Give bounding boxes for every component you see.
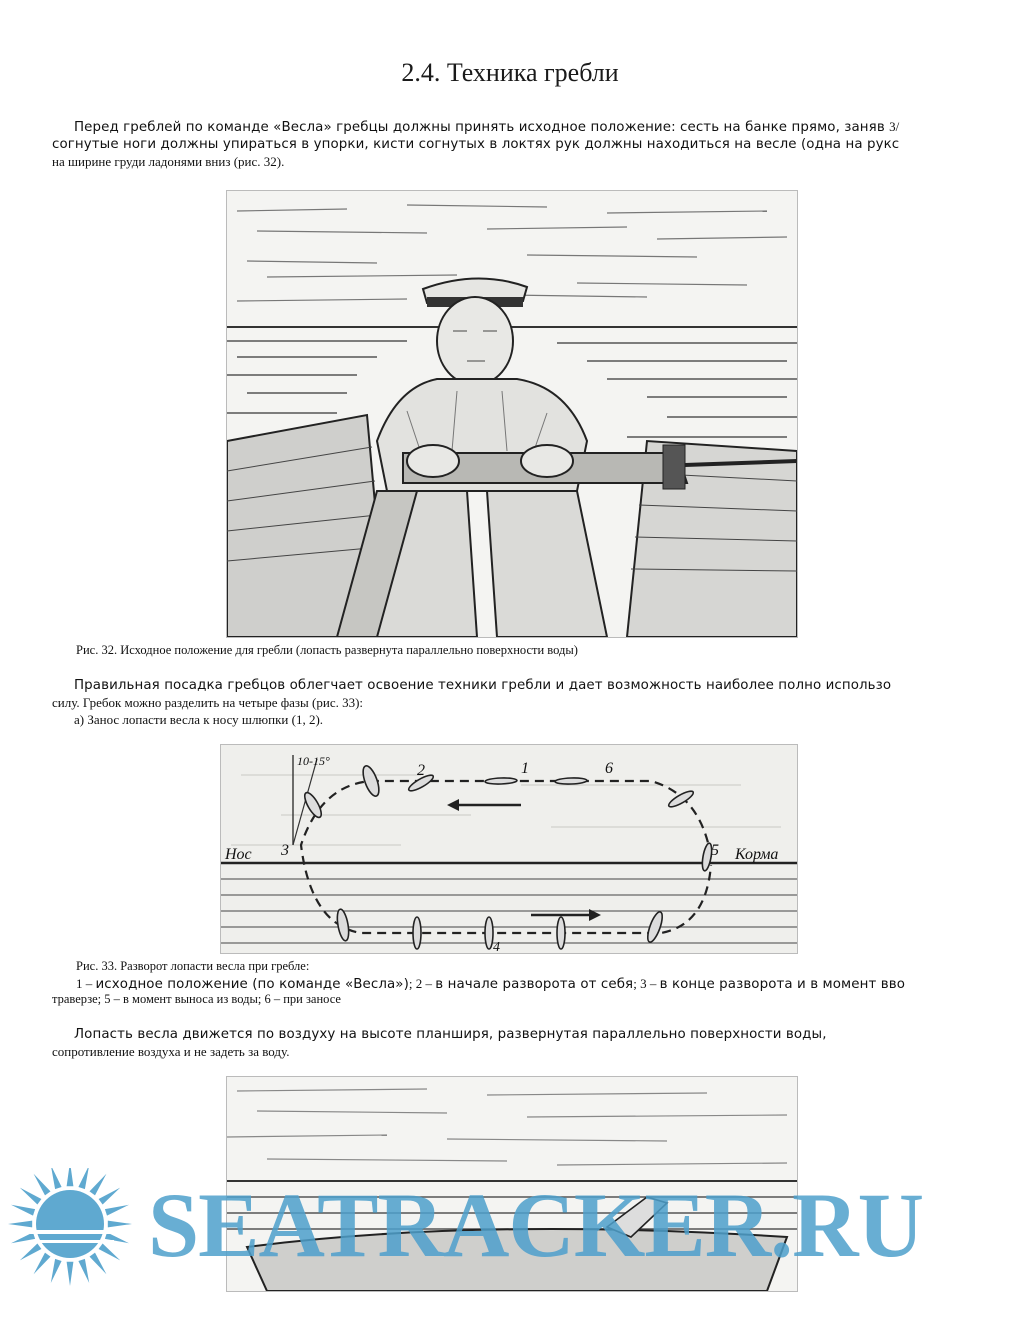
blade-rotation-drawing	[221, 745, 797, 953]
legend-3-text: в конце разворота и в момент вво	[659, 977, 905, 992]
figure-33-caption-line3: траверзе; 5 – в момент выноса из воды; 6 – при заносе	[52, 992, 341, 1006]
sun-ray	[78, 1259, 89, 1283]
sun-icon	[8, 1168, 132, 1286]
sun-ray	[90, 1253, 107, 1275]
marker-1: 1	[521, 760, 529, 777]
sun-ray	[99, 1244, 121, 1261]
marker-6: 6	[605, 760, 613, 777]
paragraph3-line2: сопротивление воздуха и не задеть за воду.	[52, 1044, 290, 1059]
legend-2-text: в начале разворота от себя	[435, 977, 634, 992]
blade-paragraph	[52, 1026, 992, 1060]
marker-5: 5	[711, 842, 719, 859]
technique-paragraph	[52, 677, 992, 728]
watermark-text: SEATRACKER.RU	[148, 1174, 924, 1276]
paragraph2-line2: силу. Гребок можно разделить на четыре фазы (рис. 33):	[52, 695, 364, 710]
figure-33-caption-legend	[76, 975, 992, 993]
sun-ray	[34, 1253, 51, 1275]
paragraph2-line1: Правильная посадка гребцов облегчает освоение техники гребли и дает возможность наиболее полно использо	[74, 678, 892, 693]
marker-2: 2	[417, 762, 425, 779]
sun-ray	[105, 1205, 129, 1216]
intro-paragraph	[52, 118, 992, 170]
paragraph2-line3: а) Занос лопасти весла к носу шлюпки (1, 2).	[74, 712, 324, 727]
sun-ray	[11, 1205, 35, 1216]
paragraph1-line3: на ширине груди ладонями вниз (рис. 32).	[52, 154, 285, 169]
paragraph1-line1-tail: 3/	[889, 119, 900, 134]
sun-ray	[67, 1168, 74, 1186]
angle-label: 10-15°	[297, 754, 330, 768]
sun-ray	[99, 1188, 121, 1205]
page-title: 2.4. Техника гребли	[401, 58, 619, 87]
paragraph1-line1: Перед греблей по команде «Весла» гребцы должны принять исходное положение: сесть на банке прямо, заняв	[74, 120, 890, 135]
sun-ray	[34, 1174, 51, 1196]
sun-ray	[67, 1262, 74, 1286]
marker-3: 3	[281, 842, 289, 859]
sun-ray	[90, 1174, 107, 1196]
legend-1-num: 1 –	[76, 976, 96, 991]
paragraph1-line2: согнутые ноги должны упираться в упорки, кисти согнутых в локтях рук должны находиться на весле (одна на рукс	[52, 137, 900, 152]
stern-label: Корма	[735, 846, 779, 863]
legend-3-num: ; 3 –	[633, 976, 660, 991]
sun-ray	[20, 1188, 42, 1205]
figure-32-caption: Рис. 32. Исходное положение для гребли (лопасть развернута параллельно поверхности воды)	[76, 643, 578, 657]
sun-ray	[51, 1168, 62, 1189]
bow-label: Нос	[225, 846, 252, 863]
legend-2-num: ; 2 –	[408, 976, 436, 991]
figure-33-caption-title: Рис. 33. Разворот лопасти весла при гребле:	[76, 959, 310, 973]
legend-1-text: исходное положение (по команде «Весла»)	[95, 977, 409, 992]
rower-drawing	[227, 191, 797, 637]
figure-33-blade-rotation-diagram	[220, 744, 798, 954]
sun-ray	[8, 1221, 32, 1228]
marker-4: 4	[493, 940, 500, 953]
sun-ray	[108, 1221, 132, 1228]
figure-32-rower-illustration	[226, 190, 798, 638]
sun-ray	[78, 1168, 89, 1189]
paragraph3-line1: Лопасть весла движется по воздуху на высоте планширя, развернутая параллельно поверхности воды,	[74, 1027, 827, 1042]
sun-ray	[20, 1244, 42, 1261]
sun-ray	[51, 1259, 62, 1283]
